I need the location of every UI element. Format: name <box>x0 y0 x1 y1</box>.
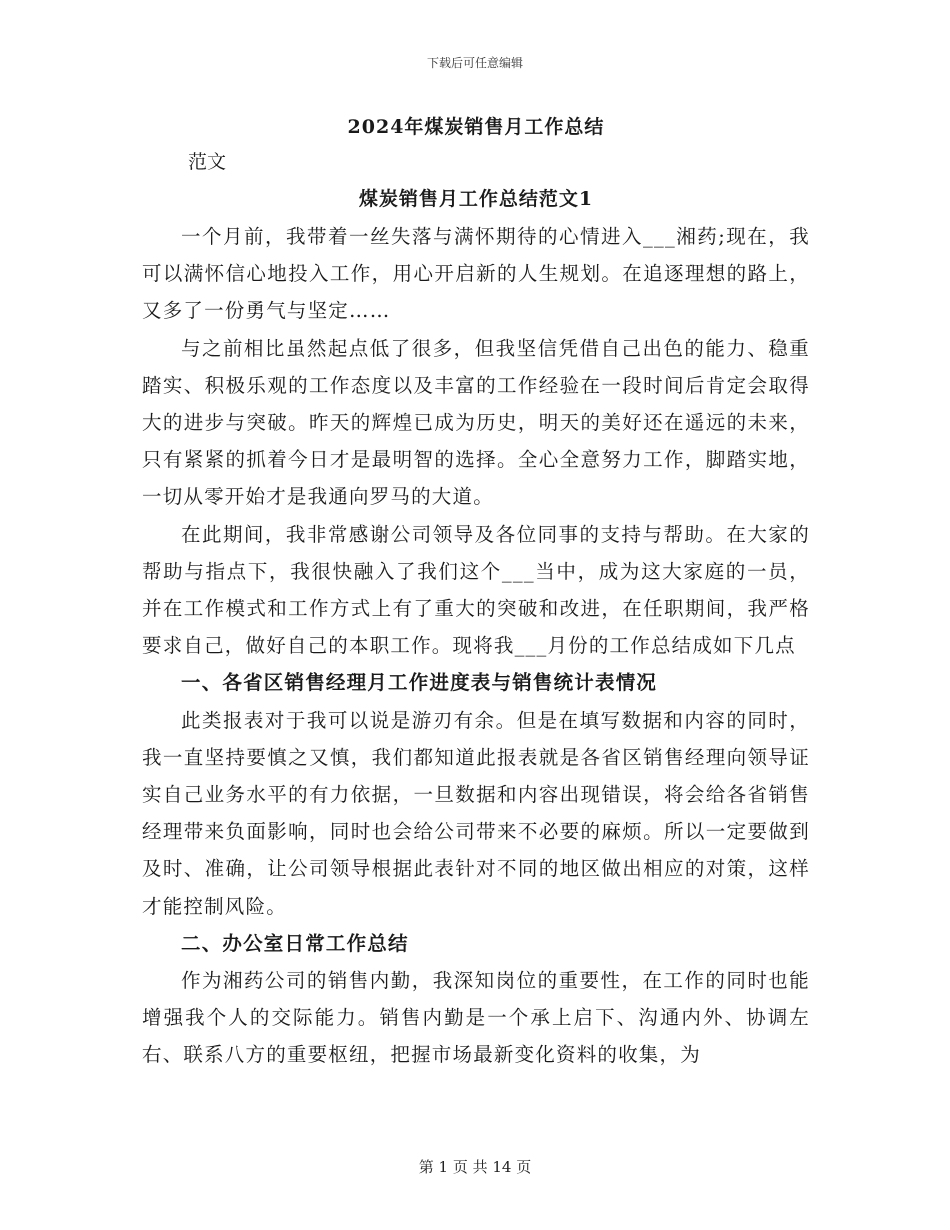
document-title: 2024年煤炭销售月工作总结 <box>347 116 605 138</box>
paragraph-4: 此类报表对于我可以说是游刃有余。但是在填写数据和内容的同时，我一直坚持要慎之又慎，我们都知道此报表就是各省区销售经理向领导证实自己业务水平的有力依据，一旦数据和内容出现错误，将会给各省销售经理带来负面影响，同时也会给公司带来不必要的麻烦。所以一定要做到及时、准确，让公司领导根据此表针对不同的地区做出相应的对策，这样才能控制风险。 <box>142 708 810 918</box>
paragraph-1: 一个月前，我带着一丝失落与满怀期待的心情进入___湘药;现在，我可以满怀信心地投入工作，用心开启新的人生规划。在追逐理想的路上，又多了一份勇气与坚定…… <box>142 225 810 323</box>
heading-1: 一、各省区销售经理月工作进度表与销售统计表情况 <box>181 671 658 695</box>
document-body <box>142 110 810 1074</box>
paragraph-2: 与之前相比虽然起点低了很多，但我坚信凭借自己出色的能力、稳重踏实、积极乐观的工作态度以及丰富的工作经验在一段时间后肯定会取得大的进步与突破。昨天的辉煌已成为历史，明天的美好还在遥远的未来，只有紧紧的抓着今日才是最明智的选择。全心全意努力工作，脚踏实地，一切从零开始才是我通向罗马的大道。 <box>142 336 810 509</box>
section-title: 煤炭销售月工作总结范文1 <box>358 188 594 210</box>
page-header: 下载后可任意编辑 <box>426 56 523 70</box>
page-footer: 第 1 页 共 14 页 <box>418 1158 532 1176</box>
paragraph-5: 作为湘药公司的销售内勤，我深知岗位的重要性，在工作的同时也能增强我个人的交际能力。销售内勤是一个承上启下、沟通内外、协调左右、联系八方的重要枢纽，把握市场最新变化资料的收集，为 <box>142 969 810 1067</box>
paragraph-3: 在此期间，我非常感谢公司领导及各位同事的支持与帮助。在大家的帮助与指点下，我很快融入了我们这个___当中，成为这大家庭的一员，并在工作模式和工作方式上有了重大的突破和改进，在任职期间，我严格要求自己，做好自己的本职工作。现将我___月份的工作总结成如下几点 <box>142 522 810 658</box>
heading-2: 二、办公室日常工作总结 <box>181 931 409 955</box>
document-subtitle: 范文 <box>188 151 227 173</box>
